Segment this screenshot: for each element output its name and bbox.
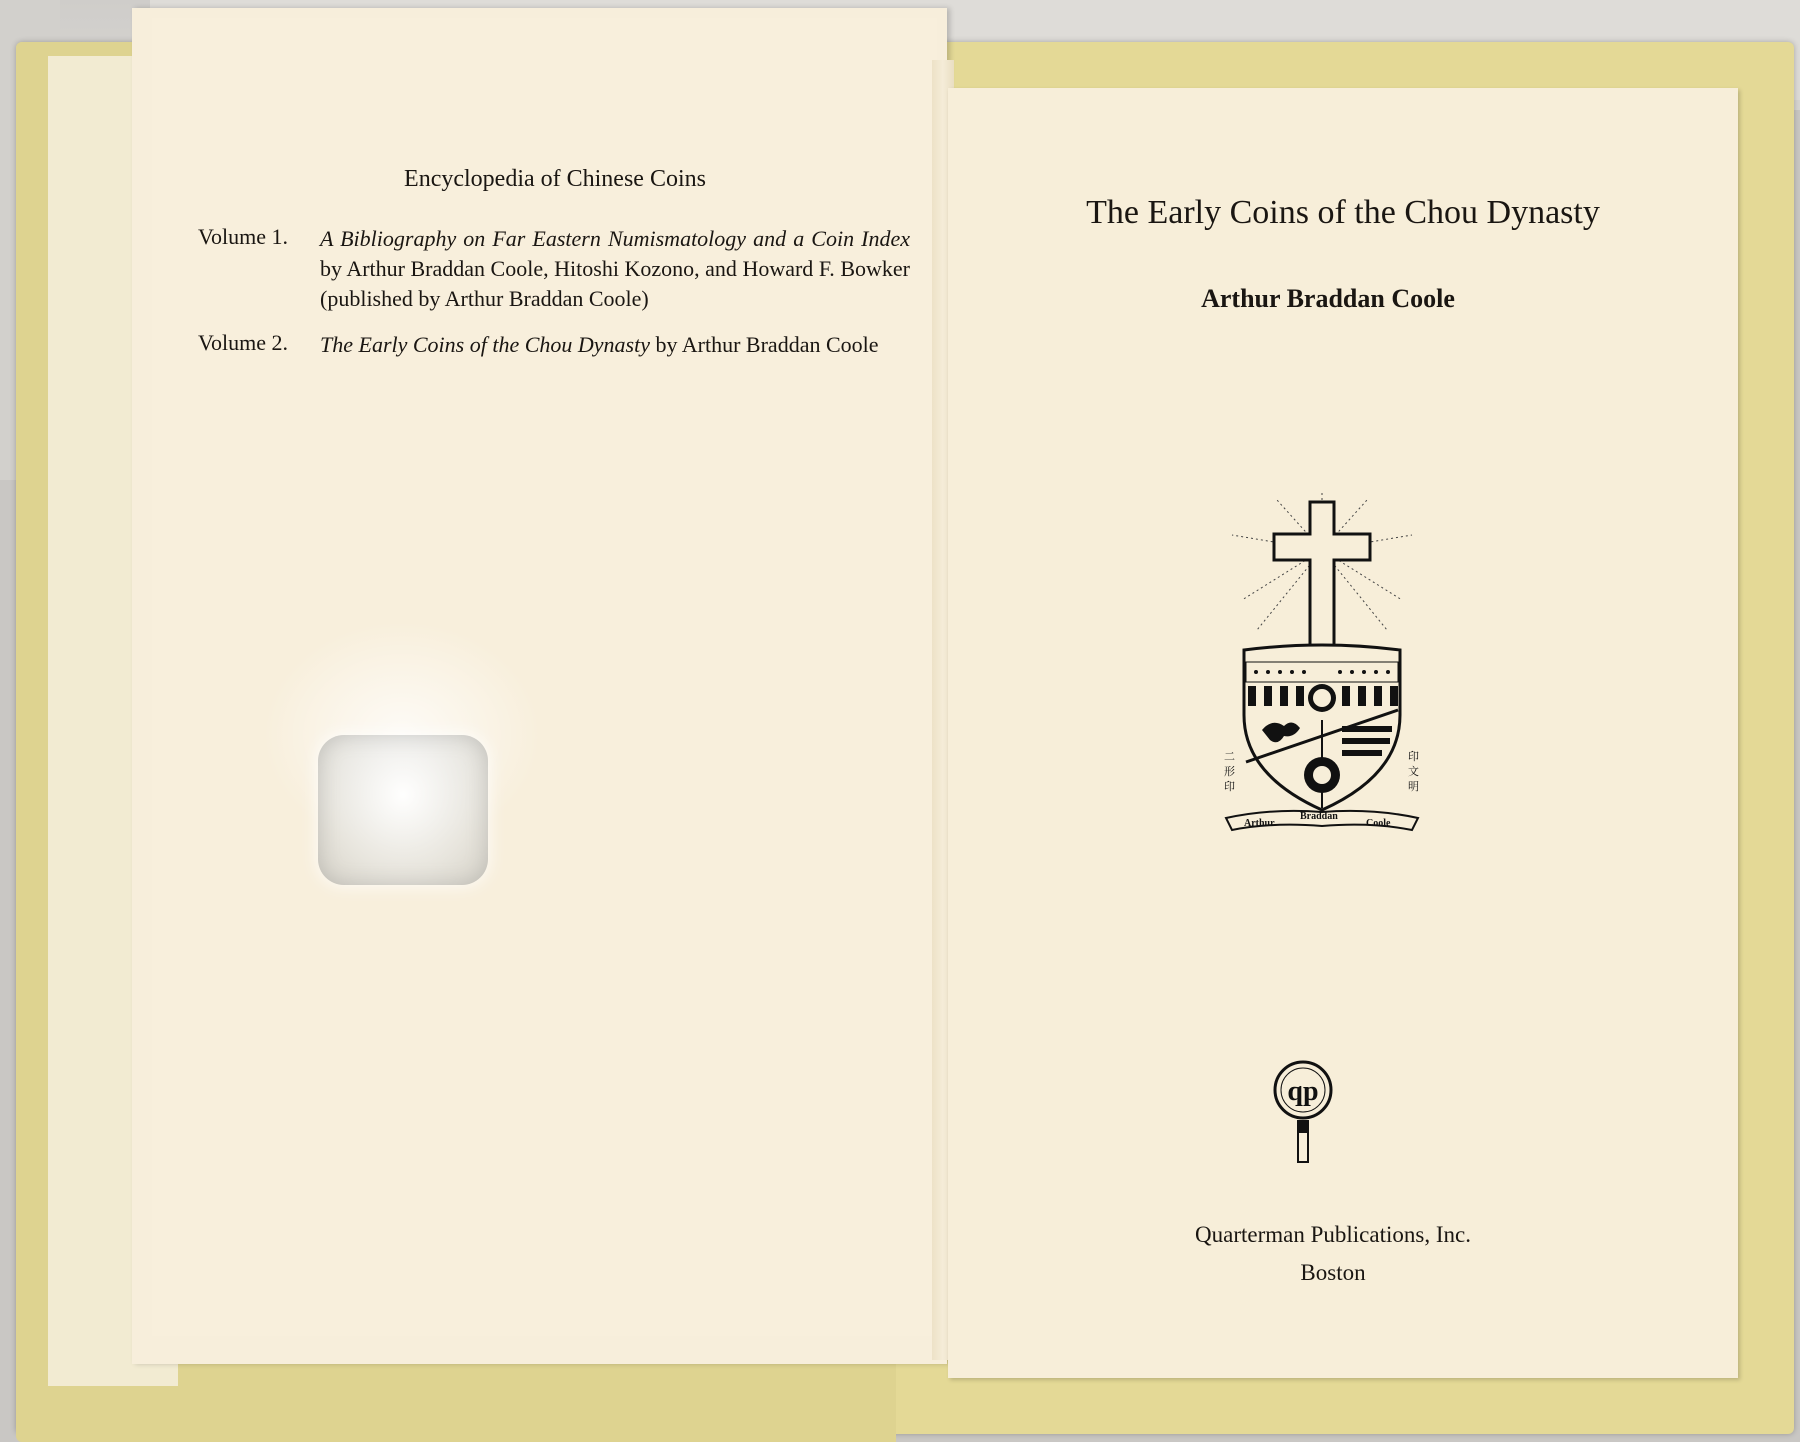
svg-text:形: 形 [1224,765,1235,778]
glass-page-weight [318,735,488,885]
svg-text:印: 印 [1408,750,1419,763]
author-name: Arthur Braddan Coole [1201,284,1455,313]
publisher-city: Boston [1300,1260,1366,1285]
volume-1-entry [320,224,910,314]
book-title: The Early Coins of the Chou Dynasty [1086,194,1600,231]
volume-1-credit: by Arthur Braddan Coole, Hitoshi Kozono, and Howard F. Bowker (published by Arthur Braddan Coole) [320,256,910,311]
left-page [132,8,947,1364]
publisher-name: Quarterman Publications, Inc. [1195,1222,1471,1247]
volume-1-title: A Bibliography on Far Eastern Numismatology and a Coin Index [320,226,910,251]
svg-text:二: 二 [1224,750,1235,763]
cross-icon [1274,502,1370,658]
publisher-logo-icon [1270,1058,1336,1164]
publisher-logo-letters: qp [1287,1076,1319,1107]
volume-1-label: Volume 1. [198,224,289,249]
coat-of-arms-emblem [1222,490,1422,835]
banner-word-1: Arthur [1244,818,1275,829]
svg-text:明: 明 [1408,780,1419,793]
banner-word-2: Braddan [1300,811,1338,822]
volume-2-credit: by Arthur Braddan Coole [655,332,879,357]
series-title: Encyclopedia of Chinese Coins [404,166,706,192]
left-page-surface [152,18,937,1336]
volume-2-entry [320,330,910,360]
volume-2-label: Volume 2. [198,330,289,355]
volume-2-title: The Early Coins of the Chou Dynasty [320,332,650,357]
svg-text:文: 文 [1408,765,1419,778]
banner-word-3: Coole [1366,818,1391,829]
svg-text:印: 印 [1224,780,1235,793]
